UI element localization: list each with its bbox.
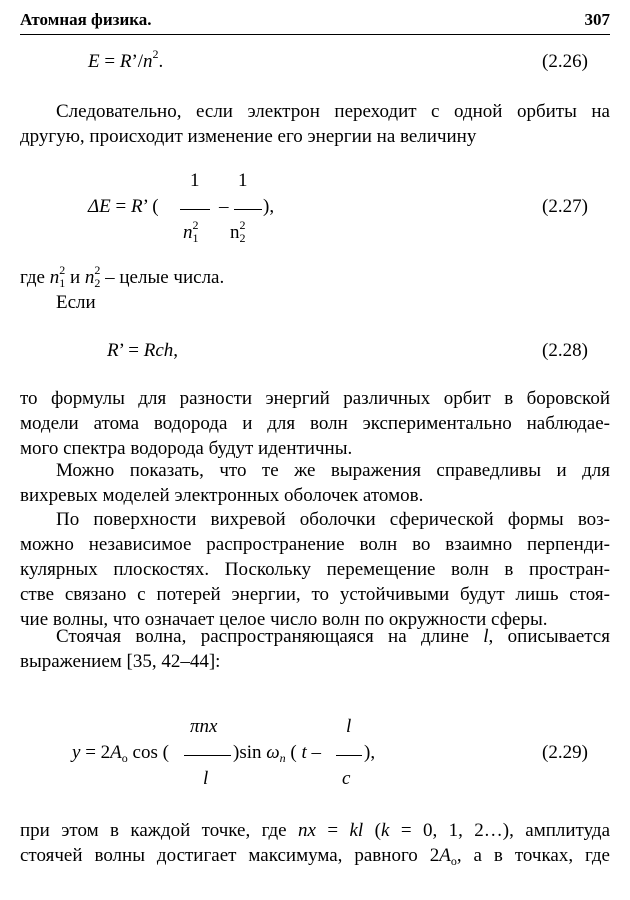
eq-close: ),: [263, 196, 275, 217]
eq-body: = R’/n: [99, 51, 153, 72]
fraction-bar: [234, 209, 262, 210]
text-line: Следовательно, если электрон переходит с одной орбиты на: [56, 101, 610, 122]
sup: 2: [59, 263, 66, 277]
page-number: 307: [584, 10, 610, 29]
text-line: Можно показать, что те же выражения справедливы и для: [56, 460, 610, 481]
text-line: Если: [56, 292, 96, 313]
text: где: [20, 267, 50, 288]
paragraph-3: [20, 386, 610, 461]
equation-number: (2.26): [542, 51, 588, 72]
paragraph-5: [20, 507, 610, 632]
eq-tail: .: [158, 51, 164, 72]
text-line: можно независимое распространение волн во взаимно перпенди-: [20, 534, 610, 555]
sub: 2: [94, 276, 101, 290]
where-line: [20, 263, 225, 290]
var: n: [84, 267, 95, 288]
eq-lhs: $y = 2A_o$ cos (: [72, 742, 169, 765]
equation-number: (2.29): [542, 742, 588, 763]
fraction-bar: [180, 209, 210, 210]
paragraph-6: [20, 624, 610, 674]
fraction-numerator: 1: [190, 170, 200, 191]
fraction-bar: [336, 755, 362, 756]
eq-variable: E: [88, 51, 100, 72]
text: Стоячая волна, распространяющаяся на длине: [56, 626, 484, 647]
var: l: [483, 626, 489, 647]
text-line: кулярных плоскостях. Поскольку перемещение волн в простран-: [20, 559, 610, 580]
text-line: другую, происходит изменение его энергии на величину: [20, 126, 477, 147]
fraction-denominator: $n_2^2$: [230, 218, 246, 245]
eq-lhs: ΔE = R’ (: [88, 196, 159, 217]
fraction-numerator: l: [346, 716, 352, 737]
var: n: [49, 267, 60, 288]
paragraph-1: [20, 99, 610, 149]
fraction-numerator: 1: [238, 170, 248, 191]
fraction-bar: [184, 755, 231, 756]
eq-minus: –: [219, 196, 229, 217]
fraction-numerator: πnx: [190, 716, 218, 737]
equation-2-26: [88, 47, 164, 73]
sub: 1: [59, 276, 66, 290]
equation-number: (2.28): [542, 340, 588, 361]
equation-2-28: R’ = Rch,: [107, 340, 179, 361]
text-line: [20, 624, 610, 649]
text-line: чие волны, что означает целое число волн по окружности сферы.: [20, 609, 548, 630]
paragraph-7: [20, 818, 610, 868]
fraction-denominator: $n_1^2$: [183, 218, 199, 245]
text-line: при этом в каждой точке, где nx = kl (k = 0, 1, 2…), амплитуда: [20, 820, 610, 841]
paragraph-4: [20, 458, 610, 508]
fraction-denominator: c: [342, 768, 351, 789]
equation-number: (2.27): [542, 196, 588, 217]
running-header: [20, 8, 610, 35]
text-line: модели атома водорода и для волн экспериментально наблюдае-: [20, 413, 610, 434]
eq-close: ),: [364, 742, 376, 763]
chapter-title: Атомная физика.: [20, 10, 152, 29]
text-line: выражением [35, 42–44]:: [20, 651, 221, 672]
text-line: стве связано с потерей энергии, то устойчивыми будут лишь стоя-: [20, 584, 610, 605]
fraction-denominator: l: [203, 768, 209, 789]
eq-exponent: 2: [152, 47, 159, 61]
text-line: мого спектра водорода будут идентичны.: [20, 438, 353, 459]
sup: 2: [94, 263, 101, 277]
text: и: [65, 267, 85, 288]
eq-middle: )sin $\omega_n$ ( t –: [233, 742, 322, 765]
text-line: вихревых моделей электронных оболочек атомов.: [20, 485, 424, 506]
text-line: стоячей волны достигает максимума, равного $2A_o$, а в точках, где: [20, 845, 610, 868]
text: , описывается: [488, 626, 610, 647]
text-line: то формулы для разности энергий различных орбит в боровской: [20, 388, 610, 409]
text: – целые числа.: [100, 267, 225, 288]
text-line: По поверхности вихревой оболочки сферической формы воз-: [56, 509, 610, 530]
